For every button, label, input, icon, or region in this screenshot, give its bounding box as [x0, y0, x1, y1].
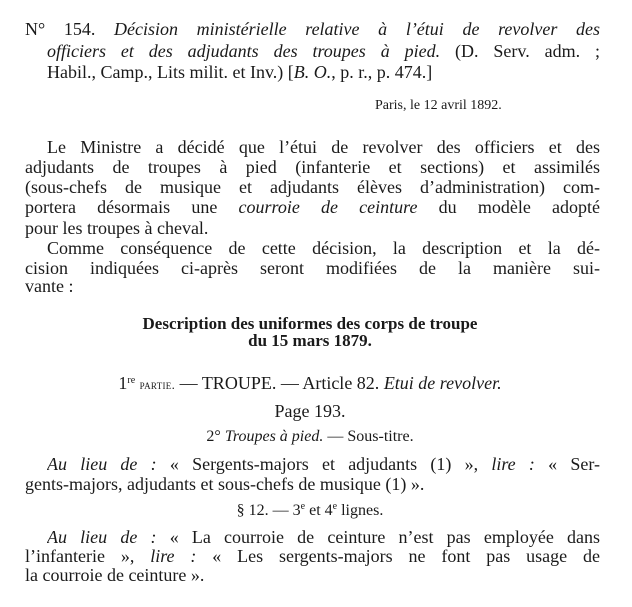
text-segment: officiers et des adjudants des troupes à pied. — [47, 41, 441, 61]
text-segment: — TROUPE. — Article 82. — [175, 373, 384, 393]
text-segment: courroie de ceinture — [238, 197, 418, 217]
text-segment: Page 193. — [274, 401, 346, 421]
text-segment: lire : — [491, 454, 535, 474]
heading-line-3 — [47, 62, 432, 82]
amend-2-line-2 — [25, 546, 600, 566]
body-line-3 — [25, 177, 600, 197]
text-segment: Troupes à pied. — [224, 428, 324, 445]
date-line — [375, 96, 502, 116]
body-line-4 — [25, 197, 600, 217]
text-segment: § 12. — 3 — [236, 502, 301, 519]
text-segment: re — [127, 375, 136, 386]
subtitle-line — [0, 427, 620, 447]
heading-line-1 — [25, 19, 600, 39]
amend-1-line-2 — [25, 474, 424, 494]
text-segment: l’infanterie », — [25, 546, 151, 566]
text-segment: Au lieu de : — [47, 527, 157, 547]
text-segment: 1 — [118, 373, 128, 393]
text-segment: portera désormais une — [25, 197, 239, 217]
text-segment: adjudants de troupes à pied (infanterie et sections) et assimilés — [25, 157, 600, 177]
text-segment: 2° — [206, 428, 225, 445]
text-segment: Au lieu de : — [47, 454, 157, 474]
text-segment: Décision ministérielle relative à l’étui de revolver des — [113, 19, 600, 39]
section-title-2 — [0, 331, 620, 351]
text-segment: lignes. — [337, 502, 384, 519]
text-segment: cision indiquées ci-après seront modifiées de la manière sui- — [25, 258, 600, 278]
text-segment: , p. r., p. 474.] — [331, 62, 433, 82]
text-segment: « La courroie de ceinture n’est pas employée dans — [156, 527, 600, 547]
amend-2-line-1 — [47, 527, 600, 547]
body-line-1 — [47, 137, 600, 157]
page-line — [0, 401, 620, 421]
text-segment: la courroie de ceinture ». — [25, 565, 205, 585]
body-line-5 — [25, 218, 208, 238]
text-segment: « Ser- — [534, 454, 600, 474]
text-segment: du 15 mars 1879. — [248, 331, 372, 350]
text-segment: e — [300, 501, 306, 512]
part-line — [0, 371, 620, 391]
body-line-2 — [25, 157, 600, 177]
amend-1-line-1 — [47, 454, 600, 474]
text-segment: Description des uniformes des corps de troupe — [142, 314, 478, 333]
text-segment: vante : — [25, 276, 74, 296]
text-segment: Le Ministre a décidé que l’étui de revolver des officiers et des — [47, 137, 600, 157]
body-line-8 — [25, 276, 73, 296]
text-segment: Etui de revolver. — [383, 373, 502, 393]
text-segment: (sous-chefs de musique et adjudants élèves d’administration) com- — [25, 177, 600, 197]
text-segment: e — [332, 501, 338, 512]
amend-2-line-3 — [25, 565, 204, 585]
text-segment: partie. — [139, 377, 176, 392]
text-segment: — Sous-titre. — [323, 428, 414, 445]
body-line-7 — [25, 258, 600, 278]
text-segment: (D. Serv. adm. ; — [440, 41, 600, 61]
text-segment: Habil., Camp., Lits milit. et Inv.) [ — [47, 62, 294, 82]
text-segment: du modèle adopté — [417, 197, 600, 217]
heading-line-2 — [47, 41, 600, 61]
paragraph-line — [0, 497, 620, 517]
text-segment: gents-majors, adjudants et sous-chefs de musique (1) ». — [25, 474, 425, 494]
text-segment: lire : — [150, 546, 197, 566]
text-segment: N° 154. — [25, 19, 114, 39]
text-segment: Comme conséquence de cette décision, la description et la dé- — [47, 238, 600, 258]
text-segment: « Les sergents-majors ne font pas usage de — [196, 546, 600, 566]
text-segment: et 4 — [305, 502, 333, 519]
text-segment: B. O. — [293, 62, 332, 82]
text-segment: pour les troupes à cheval. — [25, 218, 209, 238]
body-line-6 — [47, 238, 600, 258]
text-segment: « Sergents-majors et adjudants (1) », — [156, 454, 492, 474]
text-segment: Paris, le 12 avril 1892. — [375, 98, 502, 113]
